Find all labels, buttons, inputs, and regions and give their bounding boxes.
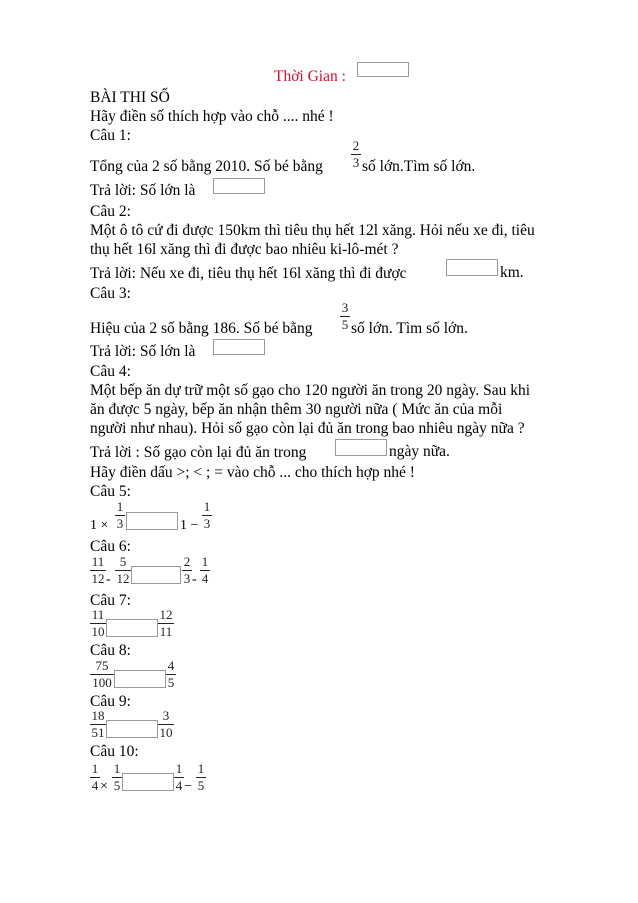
q10-frac-c (174, 762, 184, 793)
q3-text-a: Hiệu của 2 số bằng 186. Số bé bằng (90, 320, 313, 337)
denominator: 4 (91, 778, 99, 793)
q1-frac-numerator: 2 (352, 138, 360, 153)
q10-op-2: − (184, 779, 192, 794)
q10-label: Câu 10: (90, 743, 139, 760)
numerator: 11 (91, 554, 105, 569)
q5-label: Câu 5: (90, 483, 131, 500)
q3-answer-input[interactable] (213, 339, 265, 355)
q9-frac-b (158, 709, 174, 740)
q1-text-b: số lớn.Tìm số lớn. (362, 158, 476, 175)
q1-answer-label: Trả lời: Số lớn là (90, 182, 196, 199)
timer-label: Thời Gian : (274, 68, 346, 85)
q7-frac-b (158, 608, 174, 639)
q10-frac-b (112, 762, 122, 793)
q2-answer-label: Trả lời: Nếu xe đi, tiêu thụ hết 16l xăng thì đi được (90, 265, 407, 282)
q6-frac-b (115, 555, 131, 586)
q9-frac-a (90, 709, 106, 740)
q7-frac-a (90, 608, 106, 639)
numerator: 3 (162, 708, 170, 723)
numerator: 75 (95, 658, 109, 673)
q1-label: Câu 1: (90, 127, 131, 144)
q10-compare-input[interactable] (122, 773, 174, 791)
numerator: 1 (175, 761, 183, 776)
q4-answer-input[interactable] (335, 439, 387, 456)
numerator: 1 (203, 499, 211, 514)
q6-frac-c (182, 555, 192, 586)
denominator: 3 (183, 571, 191, 586)
q6-op-2: - (192, 572, 197, 587)
numerator: 11 (91, 607, 105, 622)
q6-frac-a (90, 555, 106, 586)
q2-answer-unit: km. (500, 264, 524, 281)
q1-fraction (351, 139, 361, 170)
denominator: 100 (92, 675, 112, 690)
q2-label: Câu 2: (90, 203, 131, 220)
q6-op-1: - (106, 572, 111, 587)
numerator: 2 (183, 554, 191, 569)
q10-frac-a (90, 762, 100, 793)
q2-answer-input[interactable] (446, 259, 498, 276)
numerator: 4 (167, 658, 175, 673)
q5-right-fraction (202, 500, 212, 531)
instruction-fill-number: Hãy điền số thích hợp vào chỗ .... nhé ! (90, 108, 334, 125)
q3-frac-denominator: 5 (341, 317, 349, 332)
q5-compare-input[interactable] (126, 512, 178, 530)
q4-text-1: Một bếp ăn dự trữ một số gạo cho 120 người ăn trong 20 ngày. Sau khi (90, 382, 531, 399)
q8-frac-b (166, 659, 176, 690)
denominator: 4 (201, 571, 209, 586)
denominator: 10 (159, 725, 173, 740)
timer-input[interactable] (357, 62, 409, 77)
denominator: 3 (203, 516, 211, 531)
numerator: 1 (197, 761, 205, 776)
numerator: 5 (119, 554, 127, 569)
numerator: 1 (91, 761, 99, 776)
q5-left-prefix: 1 × (90, 518, 109, 533)
denominator: 11 (159, 624, 173, 639)
q3-frac-numerator: 3 (341, 300, 349, 315)
q2-text-2: thụ hết 16l xăng thì đi được bao nhiêu ki-lô-mét ? (90, 241, 399, 258)
q4-text-2: ăn được 5 ngày, bếp ăn nhận thêm 30 người nữa ( Mức ăn của mỗi (90, 401, 503, 418)
q10-frac-e (196, 762, 206, 793)
numerator: 12 (159, 607, 173, 622)
numerator: 1 (201, 554, 209, 569)
denominator: 5 (167, 675, 175, 690)
denominator: 51 (91, 725, 105, 740)
q1-answer-input[interactable] (213, 178, 265, 194)
instruction-compare: Hãy điền dấu >; < ; = vào chỗ ... cho thích hợp nhé ! (90, 464, 415, 481)
q7-compare-input[interactable] (106, 619, 158, 637)
numerator: 18 (91, 708, 105, 723)
denominator: 3 (116, 516, 124, 531)
q6-compare-input[interactable] (131, 566, 181, 584)
numerator: 1 (116, 499, 124, 514)
q4-label: Câu 4: (90, 363, 131, 380)
q8-compare-input[interactable] (114, 670, 166, 688)
q10-op-1: × (100, 779, 108, 794)
q2-text-1: Một ô tô cứ đi được 150km thì tiêu thụ hết 12l xăng. Hỏi nếu xe đi, tiêu (90, 222, 535, 239)
denominator: 10 (91, 624, 105, 639)
q6-label: Câu 6: (90, 538, 131, 555)
q5-left-fraction (115, 500, 125, 531)
denominator: 12 (91, 571, 105, 586)
denominator: 12 (116, 571, 130, 586)
q7-label: Câu 7: (90, 592, 131, 609)
numerator: 1 (113, 761, 121, 776)
q3-label: Câu 3: (90, 285, 131, 302)
q8-label: Câu 8: (90, 642, 131, 659)
denominator: 5 (113, 778, 121, 793)
q4-answer-label: Trả lời : Số gạo còn lại đủ ăn trong (90, 444, 307, 461)
q1-text-a: Tổng của 2 số bằng 2010. Số bé bằng (90, 158, 323, 175)
q9-compare-input[interactable] (106, 720, 158, 738)
q4-text-3: người như nhau). Hỏi số gạo còn lại đủ ăn trong bao nhiêu ngày nữa ? (90, 420, 525, 437)
q6-frac-e (200, 555, 210, 586)
q4-answer-unit: ngày nữa. (389, 443, 450, 460)
denominator: 5 (197, 778, 205, 793)
q3-answer-label: Trả lời: Số lớn là (90, 343, 196, 360)
q8-frac-a (90, 659, 114, 690)
q1-frac-denominator: 3 (352, 155, 360, 170)
denominator: 4 (175, 778, 183, 793)
q9-label: Câu 9: (90, 693, 131, 710)
exam-title: BÀI THI SỐ (90, 89, 170, 106)
q5-right-prefix: 1 − (180, 518, 199, 533)
q3-fraction (340, 301, 350, 332)
q3-text-b: số lớn. Tìm số lớn. (351, 320, 468, 337)
